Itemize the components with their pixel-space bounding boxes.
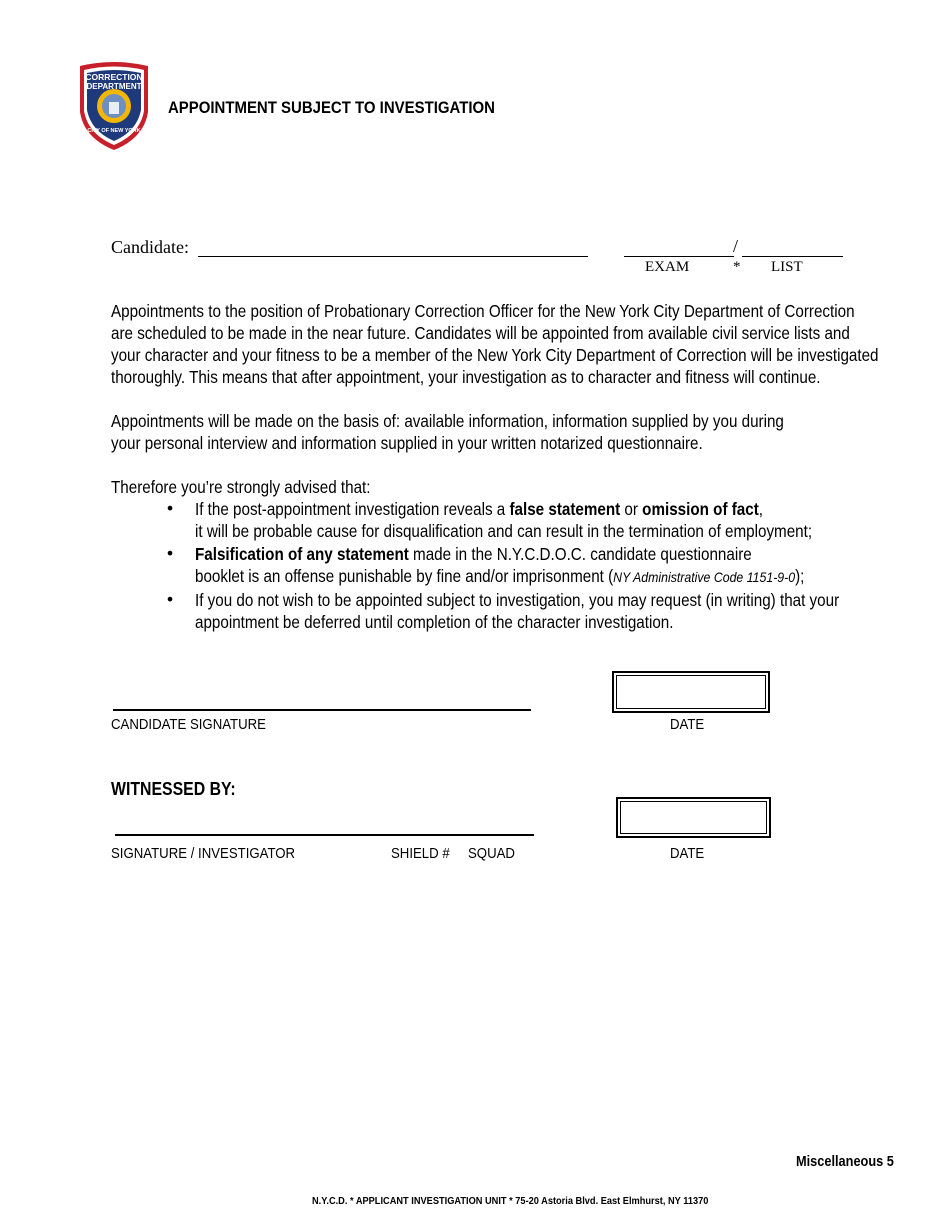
candidate-date-box[interactable]	[612, 671, 770, 713]
exam-list-slash: /	[733, 236, 739, 256]
bullet-deferral: If you do not wish to be appointed subject to investigation, you may request (in writing) that your appointment be deferred until completion of the character investigation.	[195, 590, 840, 632]
bullet-marker: •	[167, 543, 174, 563]
advice-intro: Therefore you’re strongly advised that:	[111, 477, 371, 497]
bullet-falsification: Falsification of any statement made in the N.Y.C.D.O.C. candidate questionnaire booklet is an offense punishable by fine and/or imprisonment (NY Administrative Code 1151-9-0);	[195, 544, 805, 586]
candidate-signature-label: CANDIDATE SIGNATURE	[111, 716, 267, 733]
investigator-date-box[interactable]	[616, 797, 771, 838]
shield-number-label: SHIELD #	[391, 845, 450, 862]
investigator-signature-line[interactable]	[115, 834, 534, 836]
exam-number-line[interactable]	[624, 236, 734, 257]
candidate-name-line[interactable]	[198, 236, 588, 257]
bullet-marker: •	[167, 498, 174, 518]
exam-label: EXAM	[645, 259, 690, 275]
bullet-marker: •	[167, 589, 174, 609]
candidate-date-label: DATE	[670, 716, 705, 733]
form-id: Miscellaneous 5	[796, 1154, 894, 1170]
svg-text:DEPARTMENT: DEPARTMENT	[86, 82, 142, 91]
candidate-label: Candidate:	[111, 237, 189, 257]
bullet-false-statement: If the post-appointment investigation reveals a false statement or omission of fact, it will be probable cause for disqualification and can result in the termination of employment;	[195, 499, 813, 541]
svg-text:CORRECTION: CORRECTION	[85, 72, 143, 82]
investigator-signature-label: SIGNATURE / INVESTIGATOR	[111, 845, 296, 862]
investigator-date-label: DATE	[670, 845, 705, 862]
correction-department-logo	[76, 60, 152, 152]
paragraph-appointments: Appointments to the position of Probationary Correction Officer for the New York City Department of Correction are scheduled to be made in the near future. Candidates will be appointed from available civil service lists and your character and your fitness to be a member of the New York City Department of Correction will be investigated thoroughly. This means that after appointment, your investigation as to character and fitness will continue.	[111, 301, 879, 387]
witnessed-by-heading: WITNESSED BY:	[111, 779, 236, 799]
candidate-signature-line[interactable]	[113, 709, 531, 711]
list-label: LIST	[771, 259, 803, 275]
squad-label: SQUAD	[468, 845, 515, 862]
form-title: APPOINTMENT SUBJECT TO INVESTIGATION	[168, 98, 495, 117]
paragraph-basis: Appointments will be made on the basis of: available information, information supplied by you during your personal interview and information supplied in your written notarized questionnaire.	[111, 411, 784, 453]
footer-address: N.Y.C.D. * APPLICANT INVESTIGATION UNIT * 75-20 Astoria Blvd. East Elmhurst, NY 11370	[312, 1195, 709, 1207]
exam-list-separator: *	[733, 259, 741, 275]
list-number-line[interactable]	[742, 236, 843, 257]
svg-text:CITY OF NEW YORK: CITY OF NEW YORK	[87, 128, 141, 134]
